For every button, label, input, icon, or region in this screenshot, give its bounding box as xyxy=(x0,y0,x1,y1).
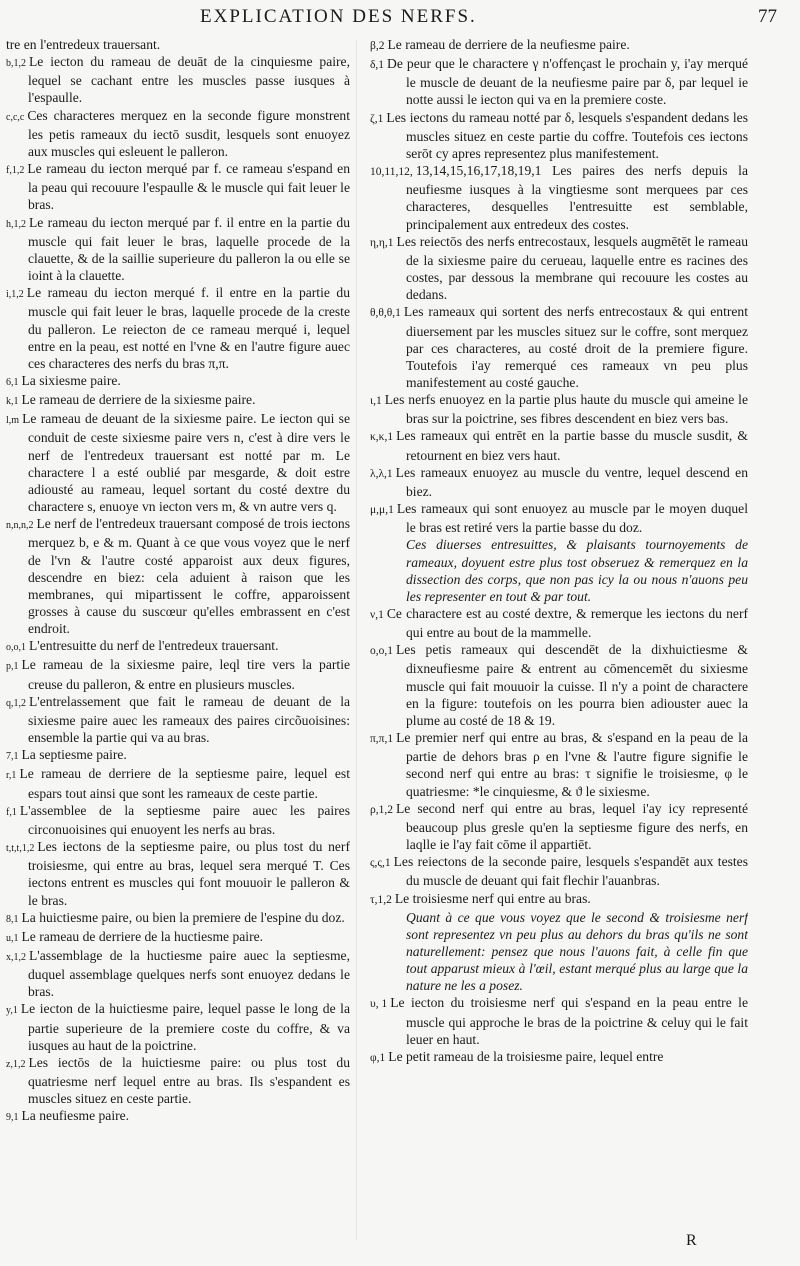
entry-text: Les iectons du rameau notté par δ, lesquels s'espandent dedans les muscles situez en ceste partie du coffre. Toutefois ces iectons serōt cy apres representez plus manifestement. xyxy=(386,109,748,161)
entry-text: La huictiesme paire, ou bien la premiere de l'espine du doz. xyxy=(21,909,345,925)
entry-text: L'assemblage de la huctiesme paire auec la septiesme, duquel assemblage quelques nerfs sont enuoyez dedans le bras. xyxy=(28,947,350,1000)
entry-text: Les rameaux qui sont enuoyez au muscle par le moyen duquel le bras est retiré vers la partie basse du doz. xyxy=(396,501,748,536)
legend-entry xyxy=(370,605,748,641)
entry-marker: τ,1,2 xyxy=(370,893,392,906)
legend-entry xyxy=(370,55,748,108)
entry-marker: f,1 xyxy=(6,806,17,818)
entry-marker: y,1 xyxy=(6,1005,18,1017)
legend-entry xyxy=(370,853,748,889)
entry-text: Les iectōs de la huictiesme paire: ou plus tost du quatriesme nerf lequel entre au bras. Ils s'espandent es muscles situez en ceste partie. xyxy=(28,1054,350,1107)
legend-entry xyxy=(6,928,350,947)
entry-marker: q,1,2 xyxy=(6,697,26,709)
entry-text: Le rameau du iecton merqué par f. ce rameau s'espand en la peau qui recouure l'espaulle & le muscle qui fait leuer le bras. xyxy=(27,161,350,213)
entry-text: Les rameaux qui entrēt en la partie basse du muscle susdit, & retournent en biez vers haut. xyxy=(396,428,748,463)
entry-text: Ces characteres merquez en la seconde figure monstrent les petis rameaux du iectō susdit, lesquels sont enuoyez aux muscles qui esleuent le palleron. xyxy=(27,107,350,159)
entry-marker: λ,λ,1 xyxy=(370,467,393,480)
entry-marker: φ,1 xyxy=(370,1051,386,1064)
entry-marker: β,2 xyxy=(370,40,385,52)
entry-marker: r,1 xyxy=(6,770,17,782)
entry-marker: υ, 1 xyxy=(370,998,388,1011)
entry-marker: l,m xyxy=(6,415,20,427)
legend-entry xyxy=(370,890,748,909)
legend-entry xyxy=(370,427,748,463)
entry-marker: p,1 xyxy=(6,661,19,673)
entry-marker: 8,1 xyxy=(6,913,19,925)
right-column xyxy=(370,36,748,1067)
legend-entry xyxy=(6,656,350,692)
legend-entry xyxy=(6,1000,350,1053)
legend-entry xyxy=(6,838,350,909)
legend-entry xyxy=(370,162,748,233)
entry-text: Les rameaux enuoyez au muscle du ventre, lequel descend en biez. xyxy=(395,464,748,499)
legend-entry xyxy=(6,637,350,656)
entry-text: Le rameau du iecton merqué par f. il entre en la partie du muscle qui fait leuer le bras, laquelle procede de la clauette, & de la saillie superieure du palleron la ou elle se ioint à la clauette. xyxy=(28,214,350,284)
legend-entry xyxy=(370,109,748,162)
italic-note: Quant à ce que vous voyez que le second & troisiesme nerf sont representez vn peu plus au dehors du bras qu'ils ne sont naturellement: pensez que nous l'auons fait, à celle fin que tout apparust mieux à l'œil, estant merqué plus au large que la nature ne les a posez. xyxy=(406,909,748,994)
legend-entry xyxy=(6,107,350,160)
entry-marker: 6,1 xyxy=(6,376,19,388)
entry-text: Le rameau du iecton merqué f. il entre en la partie du muscle qui fait leuer le bras, laquelle procede de la creste du palleron. Le reiecton de ce rameau merqué i, lequel entre en la peau, est notté en l'vne & en l'autre figure auec ces characteres des nerfs du bras π,π. xyxy=(26,285,350,371)
entry-marker: 10,11,12, xyxy=(370,166,413,179)
legend-entry xyxy=(370,500,748,536)
entry-marker: n,n,n,2 xyxy=(6,520,34,532)
entry-text: Le rameau de deuant de la sixiesme paire. Le iecton qui se conduit de ceste sixiesme paire vers n, c'est à dire vers le nerf de l'entredeux trauersant est notté par m. Le charactere l a esté oublié par mesgarde, & doit estre adiousté au rameau, lequel sortant du costé dextre du charactere s, enuoye vn iecton vers m, & vn autre vers q. xyxy=(22,411,350,515)
legend-entry xyxy=(6,515,350,637)
legend-entry xyxy=(6,802,350,838)
left-column xyxy=(6,36,350,1127)
entry-marker: κ,κ,1 xyxy=(370,431,394,444)
page-number: 77 xyxy=(758,6,777,27)
entry-marker: h,1,2 xyxy=(6,218,26,230)
legend-entry xyxy=(6,284,350,372)
legend-entry xyxy=(6,36,350,53)
entry-marker: b,1,2 xyxy=(6,58,26,70)
legend-entry xyxy=(6,391,350,410)
entry-text: tre en l'entredeux trauersant. xyxy=(6,37,161,52)
legend-entry xyxy=(370,994,748,1047)
entry-text: Les iectons de la septiesme paire, ou plus tost du nerf troisiesme, qui entre au bras, lequel sera merqué T. Ces iectons entrent es muscles qui font mouuoir le palleron & le bras. xyxy=(28,839,350,908)
legend-entry xyxy=(370,303,748,391)
entry-text: 13,14,15,16,17,18,19,1 Les paires des nerfs depuis la neufiesme iusques à la vingtiesme sont merquees par ces characteres, desquelles l'entresuitte est semblable, principalement aux entredeux des costes. xyxy=(406,163,748,232)
entry-text: Les reiectōs des nerfs entrecostaux, lesquels augmētēt le rameau de la sixiesme paire du cerueau, laquelle entre es racines des costes, par dessous la membrane qui recouure les costes au dedans. xyxy=(396,233,748,303)
signature-mark: R xyxy=(686,1232,697,1249)
entry-text: Le rameau de derriere de la huctiesme paire. xyxy=(21,928,264,944)
legend-entry xyxy=(6,214,350,285)
entry-text: L'entrelassement que fait le rameau de deuant de la sixiesme paire auec les rameaux des paires circõuoisines: ensemble la partie qui va au bras. xyxy=(28,693,350,746)
entry-text: Les reiectons de la seconde paire, lesquels s'espandēt aux testes du muscle de deuant qui fait flechir l'auanbras. xyxy=(393,854,748,889)
entry-marker: η,η,1 xyxy=(370,236,394,249)
legend-entry xyxy=(6,947,350,1000)
legend-entry xyxy=(370,464,748,500)
column-gutter xyxy=(356,40,357,1240)
legend-entry xyxy=(370,391,748,427)
entry-text: Le iecton du troisiesme nerf qui s'espand en la peau entre le muscle qui approche le bras de la poictrine & celuy qui le fait leuer en haut. xyxy=(390,995,748,1047)
entry-text: Ce charactere est au costé dextre, & remerque les iectons du nerf qui entre au bout de la mammelle. xyxy=(386,606,748,641)
entry-text: Le petit rameau de la troisiesme paire, lequel entre xyxy=(388,1048,664,1064)
entry-text: De peur que le charactere γ n'offençast le prochain y, i'ay merqué le muscle de deuant de la neufiesme paire par δ, par lequel ie notte aussi le iecton qui va en la premiere coste. xyxy=(387,56,748,108)
entry-text: Le nerf de l'entredeux trauersant composé de trois iectons merquez b, e & m. Quant à ce que vous voyez que le nerf de l'vn & l'autre costé apparoist aux deux figures, descendre en biez: cela aduient à raison que les membranes, qui mipartissent le coffre, apparoissent grosses à cause du suscœur qu'elles embrassent en c'est endroit. xyxy=(28,516,350,637)
entry-marker: o,o,1 xyxy=(6,642,26,654)
legend-entry xyxy=(6,372,350,391)
legend-entry xyxy=(370,800,748,853)
legend-entry xyxy=(370,729,748,800)
entry-marker: t,t,t,1,2 xyxy=(6,843,35,855)
entry-text: Le troisiesme nerf qui entre au bras. xyxy=(394,890,591,906)
entry-marker: c,c,c xyxy=(6,111,25,123)
legend-entry xyxy=(370,36,748,55)
entry-marker: μ,μ,1 xyxy=(370,504,394,517)
entry-marker: δ,1 xyxy=(370,59,385,72)
entry-marker: ο,ο,1 xyxy=(370,645,393,658)
entry-marker: θ,θ,θ,1 xyxy=(370,307,401,320)
legend-entry xyxy=(6,1054,350,1107)
legend-entry xyxy=(6,160,350,213)
entry-text: Les rameaux qui sortent des nerfs entrecostaux & qui entrent diuersement par les muscles situez sur le coffre, sont merquez par ces characteres, au costé droit de la premiere figure. Toutefois i'ay remerqué ces rameaux vn peu plus manifestement au costé gauche. xyxy=(403,304,748,390)
entry-marker: ζ,1 xyxy=(370,112,384,125)
legend-entry xyxy=(6,53,350,106)
entry-marker: 9,1 xyxy=(6,1112,19,1124)
entry-marker: ρ,1,2 xyxy=(370,803,393,816)
legend-entry xyxy=(6,909,350,928)
entry-text: Les petis rameaux qui descendēt de la dixhuictiesme & dixneufiesme paire & entrent au cōmencemēt du sixiesme muscle qui fait mouuoir la cuisse. Il n'y a point de charactere en la figure: toutefois on les pourra bien adiouster auec la plume au costé de 18 & 19. xyxy=(396,642,748,728)
entry-text: L'entresuitte du nerf de l'entredeux trauersant. xyxy=(29,638,279,654)
entry-text: Le second nerf qui entre au bras, lequel i'ay icy representé beaucoup plus gresle qu'en la septiesme figure des nerfs, en laqlle ie l'ay fait cōme il appartiēt. xyxy=(396,800,748,853)
entry-text: La neufiesme paire. xyxy=(21,1108,130,1124)
entry-marker: 7,1 xyxy=(6,751,19,763)
entry-marker: ν,1 xyxy=(370,609,384,621)
entry-text: Le iecton du rameau de deuāt de la cinquiesme paire, lequel se cachant entre les muscles passe iusques à l'espaulle. xyxy=(28,54,350,106)
running-title: EXPLICATION DES NERFS. xyxy=(200,6,477,27)
entry-marker: ι,1 xyxy=(370,395,382,408)
entry-text: Le rameau de derriere de la neufiesme paire. xyxy=(387,37,630,52)
entry-text: La sixiesme paire. xyxy=(21,372,121,388)
legend-entry xyxy=(6,1107,350,1126)
legend-entry xyxy=(370,1048,748,1067)
entry-text: Le premier nerf qui entre au bras, & s'espand en la peau de la partie de dehors bras ρ en l'vne & l'autre figure signifie le second nerf qui entre au bras: τ signifie le troisiesme, φ le quatriesme: *le cinquiesme, & ϑ le sixiesme. xyxy=(396,730,748,799)
entry-marker: ς,ς,1 xyxy=(370,857,391,870)
entry-text: Le rameau de la sixiesme paire, leql tire vers la partie creuse du palleron, & entre en plusieurs muscles. xyxy=(21,657,350,692)
legend-entry xyxy=(6,765,350,801)
entry-text: Le rameau de derriere de la sixiesme paire. xyxy=(21,392,256,408)
entry-text: L'assemblee de la septiesme paire auec les paires circonuoisines qui enuoyent les nerfs au bras. xyxy=(19,802,350,837)
entry-text: Le iecton de la huictiesme paire, lequel passe le long de la partie superieure de la premiere coste du coffre, & va iusques au haut de la poictrine. xyxy=(20,1001,350,1053)
legend-entry xyxy=(370,641,748,729)
entry-marker: i,1,2 xyxy=(6,289,24,301)
entry-marker: u,1 xyxy=(6,932,19,944)
legend-entry xyxy=(370,233,748,304)
page-header xyxy=(0,4,800,34)
entry-marker: z,1,2 xyxy=(6,1058,26,1070)
legend-entry xyxy=(6,746,350,765)
entry-text: Les nerfs enuoyez en la partie plus haute du muscle qui ameine le bras sur la poictrine, ses fibres descendent en biez vers bas. xyxy=(384,392,748,427)
italic-note: Ces diuerses entresuittes, & plaisants tournoyements de rameaux, doyuent estre plus tost obseruez & remerquez en la dissection des corps, que non pas icy la ou nous n'auons peu les representer en tout & par tout. xyxy=(406,537,748,604)
legend-entry xyxy=(6,410,350,515)
entry-text: La septiesme paire. xyxy=(21,747,127,763)
entry-marker: f,1,2 xyxy=(6,165,25,177)
entry-marker: π,π,1 xyxy=(370,733,394,746)
entry-text: Le rameau de derriere de la septiesme paire, lequel est espars tout ainsi que sont les rameaux de ceste partie. xyxy=(19,766,350,801)
entry-marker: k,1 xyxy=(6,396,19,408)
entry-marker: x,1,2 xyxy=(6,951,26,963)
legend-entry xyxy=(6,693,350,746)
